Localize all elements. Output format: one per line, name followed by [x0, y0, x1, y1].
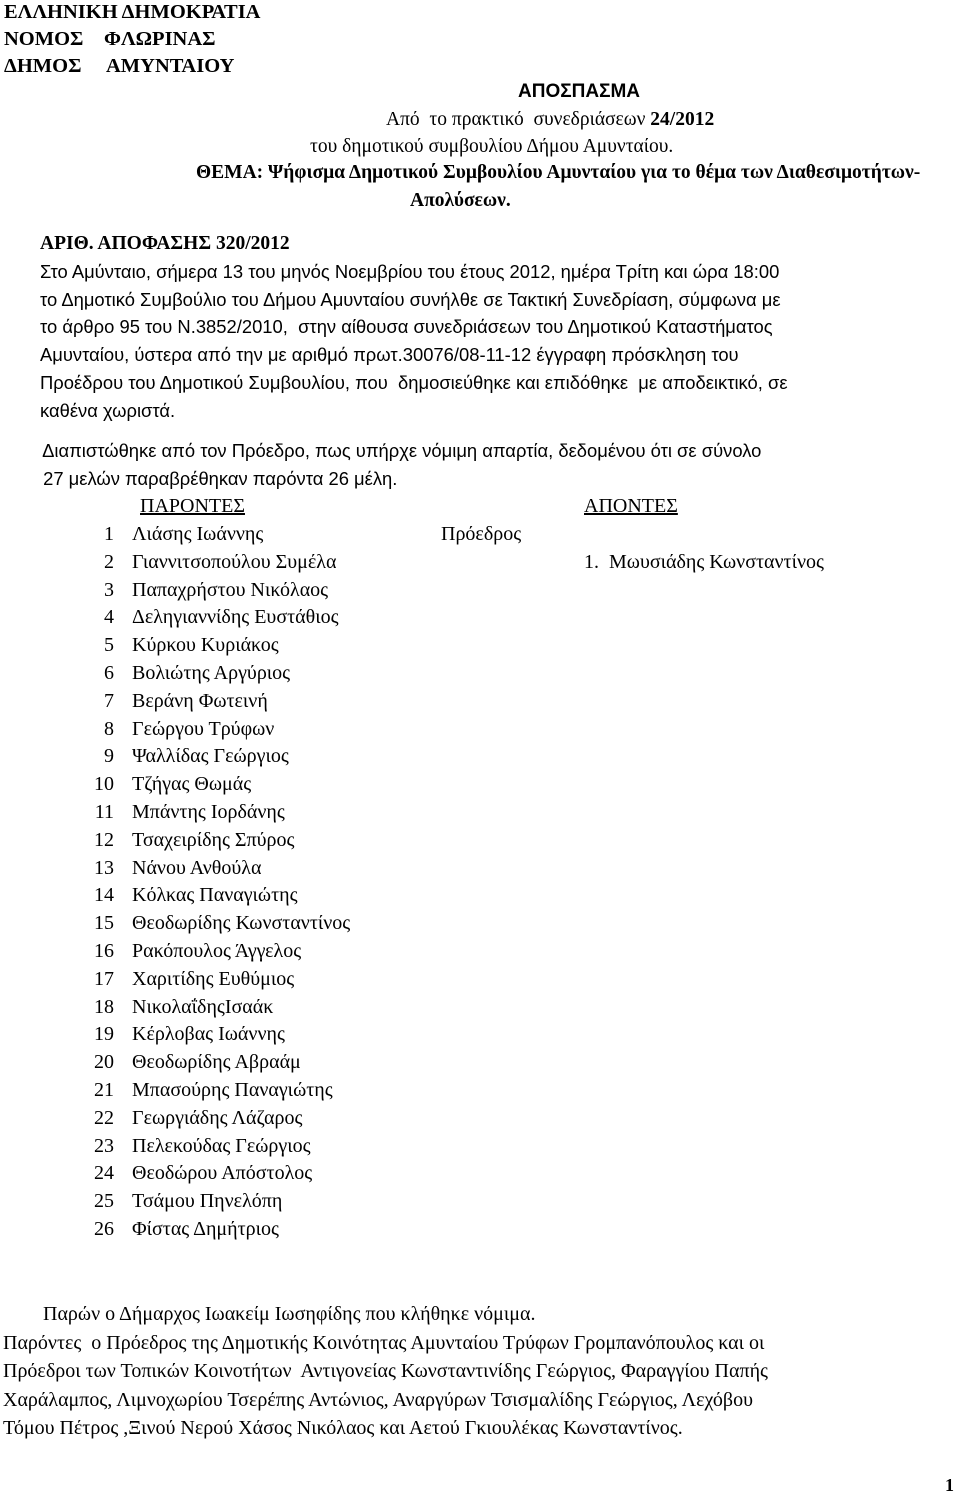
member-name: Δεληγιαννίδης Ευστάθιος [132, 606, 339, 629]
member-row [70, 521, 470, 549]
subject-line-1: ΘΕΜΑ: Ψήφισμα Δημοτικού Συμβουλίου Αμυνταίου για το θέμα των Διαθεσιμοτήτων- [196, 162, 921, 183]
member-row [70, 994, 470, 1022]
member-row [70, 1133, 470, 1161]
member-number: 7 [104, 689, 114, 712]
member-number: 15 [94, 912, 114, 935]
member-number: 4 [104, 606, 114, 629]
member-row [70, 577, 470, 605]
member-row [70, 1160, 470, 1188]
closing-line: Παρών ο Δήμαρχος Ιωακείμ Ιωσηφίδης που κλήθηκε νόμιμα. [3, 1303, 536, 1325]
subject-line-2: Απολύσεων. [410, 190, 511, 211]
member-name: Πελεκούδας Γεώργιος [132, 1134, 311, 1157]
header-line-3: ΔΗΜΟΣ ΑΜΥΝΤΑΙΟΥ [4, 55, 235, 77]
excerpt-from-line [386, 106, 714, 134]
header-line-1: ΕΛΛΗΝΙΚΗ ΔΗΜΟΚΡΑΤΙΑ [4, 1, 261, 23]
member-number: 19 [94, 1023, 114, 1046]
header-line-2: ΝΟΜΟΣ ΦΛΩΡΙΝΑΣ [4, 28, 216, 50]
intro-line: Στο Αμύνταιο, σήμερα 13 του μηνός Νοεμβρίου του έτους 2012, ημέρα Τρίτη και ώρα 18:00 [40, 261, 780, 282]
member-number: 13 [94, 856, 114, 879]
member-name: Βεράνη Φωτεινή [132, 689, 268, 712]
member-row [70, 1049, 470, 1077]
member-name: Θεοδωρίδης Κωνσταντίνος [132, 912, 351, 935]
member-number: 23 [94, 1134, 114, 1157]
member-number: 8 [104, 717, 114, 740]
member-row [70, 771, 470, 799]
member-name: Μπάντης Ιορδάνης [132, 801, 285, 823]
closing-line: Χαράλαμπος, Λιμνοχωρίου Τσερέπης Αντώνιος, Αναργύρων Τσισμαλίδης Γεώργιος, Λεχόβου [3, 1388, 754, 1411]
intro-line: Προέδρου του Δημοτικού Συμβουλίου, που δημοσιεύθηκε και επιδόθηκε με αποδεικτικό, σε [40, 371, 788, 393]
closing-line: Παρόντες ο Πρόεδρος της Δημοτικής Κοινότητας Αμυνταίου Τρύφων Γρομπανόπουλος και οι [3, 1331, 765, 1354]
member-number: 14 [94, 884, 114, 907]
page-number: 1 [945, 1475, 954, 1495]
member-name: Γεώργου Τρύφων [132, 717, 275, 740]
member-row [70, 716, 470, 744]
member-row [70, 632, 470, 660]
member-number: 2 [104, 550, 114, 573]
member-row [70, 1105, 470, 1133]
member-number: 26 [94, 1218, 114, 1240]
member-name: Βολιώτης Αργύριος [132, 662, 291, 684]
excerpt-from-text: Από το πρακτικό συνεδριάσεων [386, 109, 651, 130]
intro-line: Αμυνταίου, ύστερα από την με αριθμό πρωτ.30076/08-11-12 έγγραφη πρόσκληση του [40, 344, 739, 366]
absent-member: 1. Μωυσιάδης Κωνσταντίνος [584, 551, 824, 573]
member-number: 24 [94, 1162, 114, 1185]
member-name: Φίστας Δημήτριος [132, 1218, 279, 1240]
member-name: Νάνου Ανθούλα [132, 856, 262, 879]
member-row [70, 882, 470, 910]
intro-line: το Δημοτικό Συμβούλιο του Δήμου Αμυνταίου συνήλθε σε Τακτική Συνεδρίαση, σύμφωνα με [40, 288, 781, 310]
decision-number: ΑΡΙΘ. ΑΠΟΦΑΣΗΣ 320/2012 [40, 233, 290, 254]
closing-paragraph [3, 1300, 953, 1443]
member-row [70, 827, 470, 855]
member-row [70, 660, 470, 688]
intro-line: καθένα χωριστά. [40, 399, 176, 421]
member-name: ΝικολαΐδηςΙσαάκ [132, 995, 274, 1018]
absent-heading: ΑΠΟΝΤΕΣ [584, 495, 678, 517]
member-row [70, 1188, 470, 1216]
member-number: 20 [94, 1051, 114, 1074]
member-number: 6 [104, 662, 114, 684]
member-number: 9 [104, 745, 114, 768]
member-number: 22 [94, 1106, 114, 1129]
member-row [70, 1216, 470, 1244]
member-row [70, 855, 470, 883]
quorum-paragraph [38, 437, 933, 492]
quorum-line: Διαπιστώθηκε από τον Πρόεδρο, πως υπήρχε νόμιμη απαρτία, δεδομένου ότι σε σύνολο [38, 440, 762, 461]
member-name: Κύρκου Κυριάκος [132, 634, 279, 657]
member-name: Τσαχειρίδης Σπύρος [132, 828, 295, 851]
member-name: Κέρλοβας Ιωάννης [132, 1023, 285, 1046]
member-row [70, 1021, 470, 1049]
member-row [70, 910, 470, 938]
member-name: Τσάμου Πηνελόπη [132, 1190, 283, 1213]
member-name: Ρακόπουλος Άγγελος [132, 940, 302, 962]
member-number: 25 [94, 1190, 114, 1213]
member-name: Θεοδώρου Απόστολος [132, 1162, 313, 1185]
council-line: του δημοτικού συμβουλίου Δήμου Αμυνταίου. [310, 136, 674, 157]
member-name: Κόλκας Παναγιώτης [132, 884, 298, 907]
member-row [70, 743, 470, 771]
member-row [70, 604, 470, 632]
member-number: 11 [94, 801, 114, 823]
member-name: Γιαννιτσοπούλου Συμέλα [132, 550, 337, 573]
intro-paragraph [40, 258, 935, 424]
member-number: 3 [104, 578, 114, 601]
member-name: Μπασούρης Παναγιώτης [132, 1079, 333, 1101]
member-row [70, 1077, 470, 1105]
chair-role: Πρόεδρος [441, 523, 522, 545]
member-name: Χαριτίδης Ευθύμιος [132, 967, 295, 990]
member-name: Θεοδωρίδης Αβραάμ [132, 1051, 301, 1074]
member-row [70, 549, 470, 577]
closing-line: Τόμου Πέτρος ,Ξινού Νερού Χάσος Νικόλαος και Αετού Γκιουλέκας Κωνσταντίνος. [3, 1417, 683, 1439]
minutes-number: 24/2012 [650, 109, 715, 130]
member-number: 16 [94, 940, 114, 962]
member-number: 17 [94, 967, 114, 990]
member-row [70, 966, 470, 994]
member-name: Τζήγας Θωμάς [132, 773, 252, 796]
member-name: Ψαλλίδας Γεώργιος [132, 745, 289, 768]
member-number: 21 [94, 1079, 114, 1101]
member-row [70, 799, 470, 827]
member-number: 5 [104, 634, 114, 657]
member-number: 18 [94, 995, 114, 1018]
member-number: 1 [104, 523, 114, 545]
intro-line: το άρθρο 95 του Ν.3852/2010, στην αίθουσα συνεδριάσεων του Δημοτικού Καταστήματος [40, 316, 773, 338]
member-row [70, 688, 470, 716]
closing-line: Πρόεδροι των Τοπικών Κοινοτήτων Αντιγονείας Κωνσταντινίδης Γεώργιος, Φαραγγίου Παπής [3, 1360, 768, 1382]
quorum-line: 27 μελών παραβρέθηκαν παρόντα 26 μέλη. [38, 467, 398, 489]
member-name: Λιάσης Ιωάννης [132, 523, 264, 545]
present-heading: ΠΑΡΟΝΤΕΣ [140, 495, 245, 517]
member-number: 12 [94, 828, 114, 851]
member-number: 10 [94, 773, 114, 796]
member-name: Παπαχρήστου Νικόλαος [132, 578, 329, 601]
member-name: Γεωργιάδης Λάζαρος [132, 1106, 303, 1129]
excerpt-title: ΑΠΟΣΠΑΣΜΑ [518, 81, 641, 102]
member-row [70, 938, 470, 966]
